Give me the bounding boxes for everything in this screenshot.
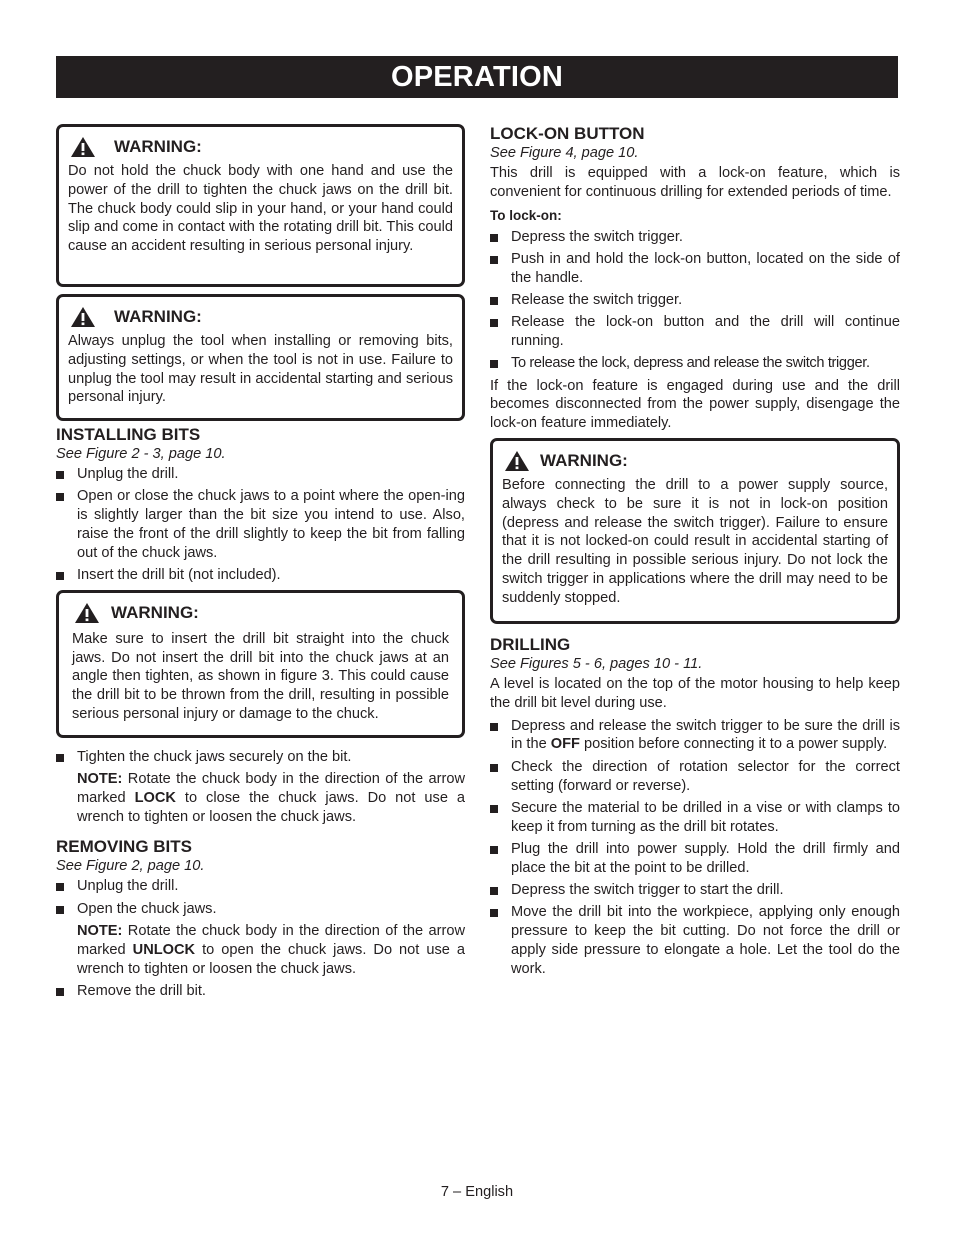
warning-title: WARNING:: [540, 451, 628, 471]
list-item: Open or close the chuck jaws to a point where the open-ing is slightly larger than the bit size you intend to use. Also, raise the front of the drill slightly to keep the bit from falling out of the chuck jaws.: [56, 487, 465, 562]
warning-text: Make sure to insert the drill bit straight into the chuck jaws. Do not insert the drill bit into the chuck jaws at an angle then tighten, as shown in figure 3. This could cause the drill bit to be thrown from the drill, resulting in possible serious personal injury or damage to the chuck.: [72, 630, 449, 722]
bullet-square-icon: [490, 723, 498, 731]
warning-title: WARNING:: [114, 307, 202, 326]
list-item: To release the lock, depress and release the switch trigger.: [490, 354, 900, 373]
warning-title: WARNING:: [111, 602, 199, 622]
bullet-list: [56, 877, 465, 918]
page-footer: 7 – English: [440, 1184, 514, 1200]
figure-reference: See Figure 2, page 10.: [56, 858, 205, 875]
warning-box-chuck: [56, 124, 465, 287]
warning-header: [68, 136, 453, 158]
bullet-square-icon: [490, 846, 498, 854]
bullet-square-icon: [490, 909, 498, 917]
warning-triangle-icon: [70, 306, 96, 328]
list-item: Release the lock-on button and the drill will continue running.: [490, 313, 900, 351]
bullet-square-icon: [490, 256, 498, 264]
warning-triangle-icon: [70, 136, 96, 158]
list-item: Depress the switch trigger to start the drill.: [490, 881, 900, 900]
left-column: [56, 124, 465, 1005]
warning-text: Always unplug the tool when installing or removing bits, adjusting settings, or when the tool is not in use. Failure to unplug the tool may result in accidental starting and serious personal injury.: [68, 333, 453, 406]
list-item: Unplug the drill.: [56, 465, 465, 484]
bullet-square-icon: [56, 493, 64, 501]
bullet-square-icon: [490, 805, 498, 813]
list-item: Insert the drill bit (not included).: [56, 566, 465, 585]
note-paragraph: NOTE: Rotate the chuck body in the direction of the arrow marked LOCK to close the chuck jaws. Do not use a wrench to tighten or loosen the chuck jaws.: [77, 771, 466, 825]
intro-paragraph: This drill is equipped with a lock-on feature, which is convenient for continuous drilling for extended periods of time.: [490, 165, 900, 200]
warning-box-insert: [56, 590, 465, 738]
list-item: Release the switch trigger.: [490, 291, 900, 310]
section-heading: LOCK-ON BUTTON: [490, 124, 645, 143]
bullet-square-icon: [490, 887, 498, 895]
warning-triangle-icon: [74, 602, 100, 624]
bullet-list: [56, 465, 465, 585]
figure-reference: See Figure 2 - 3, page 10.: [56, 446, 226, 462]
list-item: Remove the drill bit.: [56, 982, 465, 1001]
list-item: Open the chuck jaws.: [56, 900, 465, 919]
list-item: Push in and hold the lock-on button, located on the side of the handle.: [490, 250, 900, 288]
list-item: Depress the switch trigger.: [490, 228, 900, 247]
drilling-section: [490, 635, 900, 978]
warning-box-unplug: [56, 294, 465, 421]
installing-bits-section: [56, 425, 465, 585]
warning-triangle-icon: [504, 450, 530, 472]
warning-text: Before connecting the drill to a power supply source, always check to be sure it is not in lock-on position (depress and release the switch trigger). Failure to ensure that it is not locked-on could result in accidental starting of the drill resulting in possible serious injury. Do not lock the switch trigger in applications where the drill may need to be suddenly stopped.: [502, 477, 888, 606]
bullet-list: [490, 717, 900, 979]
bullet-square-icon: [490, 297, 498, 305]
warning-box-lock-on: [490, 438, 900, 624]
list-item: Plug the drill into power supply. Hold the drill firmly and place the bit at the point to be drilled.: [490, 840, 900, 878]
bullet-square-icon: [56, 471, 64, 479]
tighten-step: [56, 748, 465, 827]
removing-bits-section: [56, 837, 465, 1001]
after-paragraph: If the lock-on feature is engaged during use and the drill becomes disconnected from the power supply, disengage the lock-on feature immediately.: [490, 377, 900, 432]
bullet-square-icon: [490, 360, 498, 368]
page-title: OPERATION: [56, 56, 898, 98]
warning-header: [502, 450, 888, 472]
section-heading: DRILLING: [490, 635, 571, 655]
warning-title: WARNING:: [114, 137, 202, 156]
section-heading: REMOVING BITS: [56, 837, 193, 857]
list-item: Tighten the chuck jaws securely on the bit.: [56, 748, 465, 767]
list-item: Check the direction of rotation selector for the correct setting (forward or reverse).: [490, 758, 900, 796]
warning-header: [72, 602, 449, 624]
list-item: Unplug the drill.: [56, 877, 465, 896]
bullet-list: [56, 982, 465, 1001]
bullet-square-icon: [490, 234, 498, 242]
bullet-square-icon: [56, 754, 64, 762]
figure-reference: See Figure 4, page 10.: [490, 145, 639, 161]
bullet-square-icon: [56, 883, 64, 891]
bullet-square-icon: [56, 572, 64, 580]
right-column: [490, 124, 900, 982]
subheading: To lock-on:: [490, 207, 562, 223]
list-item: Secure the material to be drilled in a vise or with clamps to keep it from turning as the drill bit rotates.: [490, 799, 900, 837]
bullet-square-icon: [490, 319, 498, 327]
lock-on-section: [490, 124, 900, 433]
bullet-square-icon: [490, 764, 498, 772]
list-item: Depress and release the switch trigger to be sure the drill is in the OFF position before connecting it to a power supply.: [490, 717, 900, 755]
note-paragraph: NOTE: Rotate the chuck body in the direction of the arrow marked UNLOCK to open the chuck jaws. Do not use a wrench to tighten or loosen the chuck jaws.: [77, 923, 465, 977]
bullet-list: [56, 748, 465, 767]
section-heading: INSTALLING BITS: [56, 425, 201, 444]
warning-text: Do not hold the chuck body with one hand and use the power of the drill to tighten the chuck jaws on the drill bit. The chuck body could slip in your hand, or your hand could slip and come in contact with the rotating drill bit. This could cause an accident resulting in serious personal injury.: [68, 163, 453, 255]
figure-reference: See Figures 5 - 6, pages 10 - 11.: [490, 656, 703, 673]
bullet-square-icon: [56, 988, 64, 996]
list-item: Move the drill bit into the workpiece, applying only enough pressure to keep the bit cutting. Do not force the drill or apply side pressure to elongate a hole. Let the tool do the work.: [490, 903, 900, 978]
bullet-square-icon: [56, 906, 64, 914]
warning-header: [68, 306, 453, 328]
bullet-list: [490, 228, 900, 374]
intro-paragraph: A level is located on the top of the motor housing to help keep the drill bit level during use.: [490, 676, 900, 711]
